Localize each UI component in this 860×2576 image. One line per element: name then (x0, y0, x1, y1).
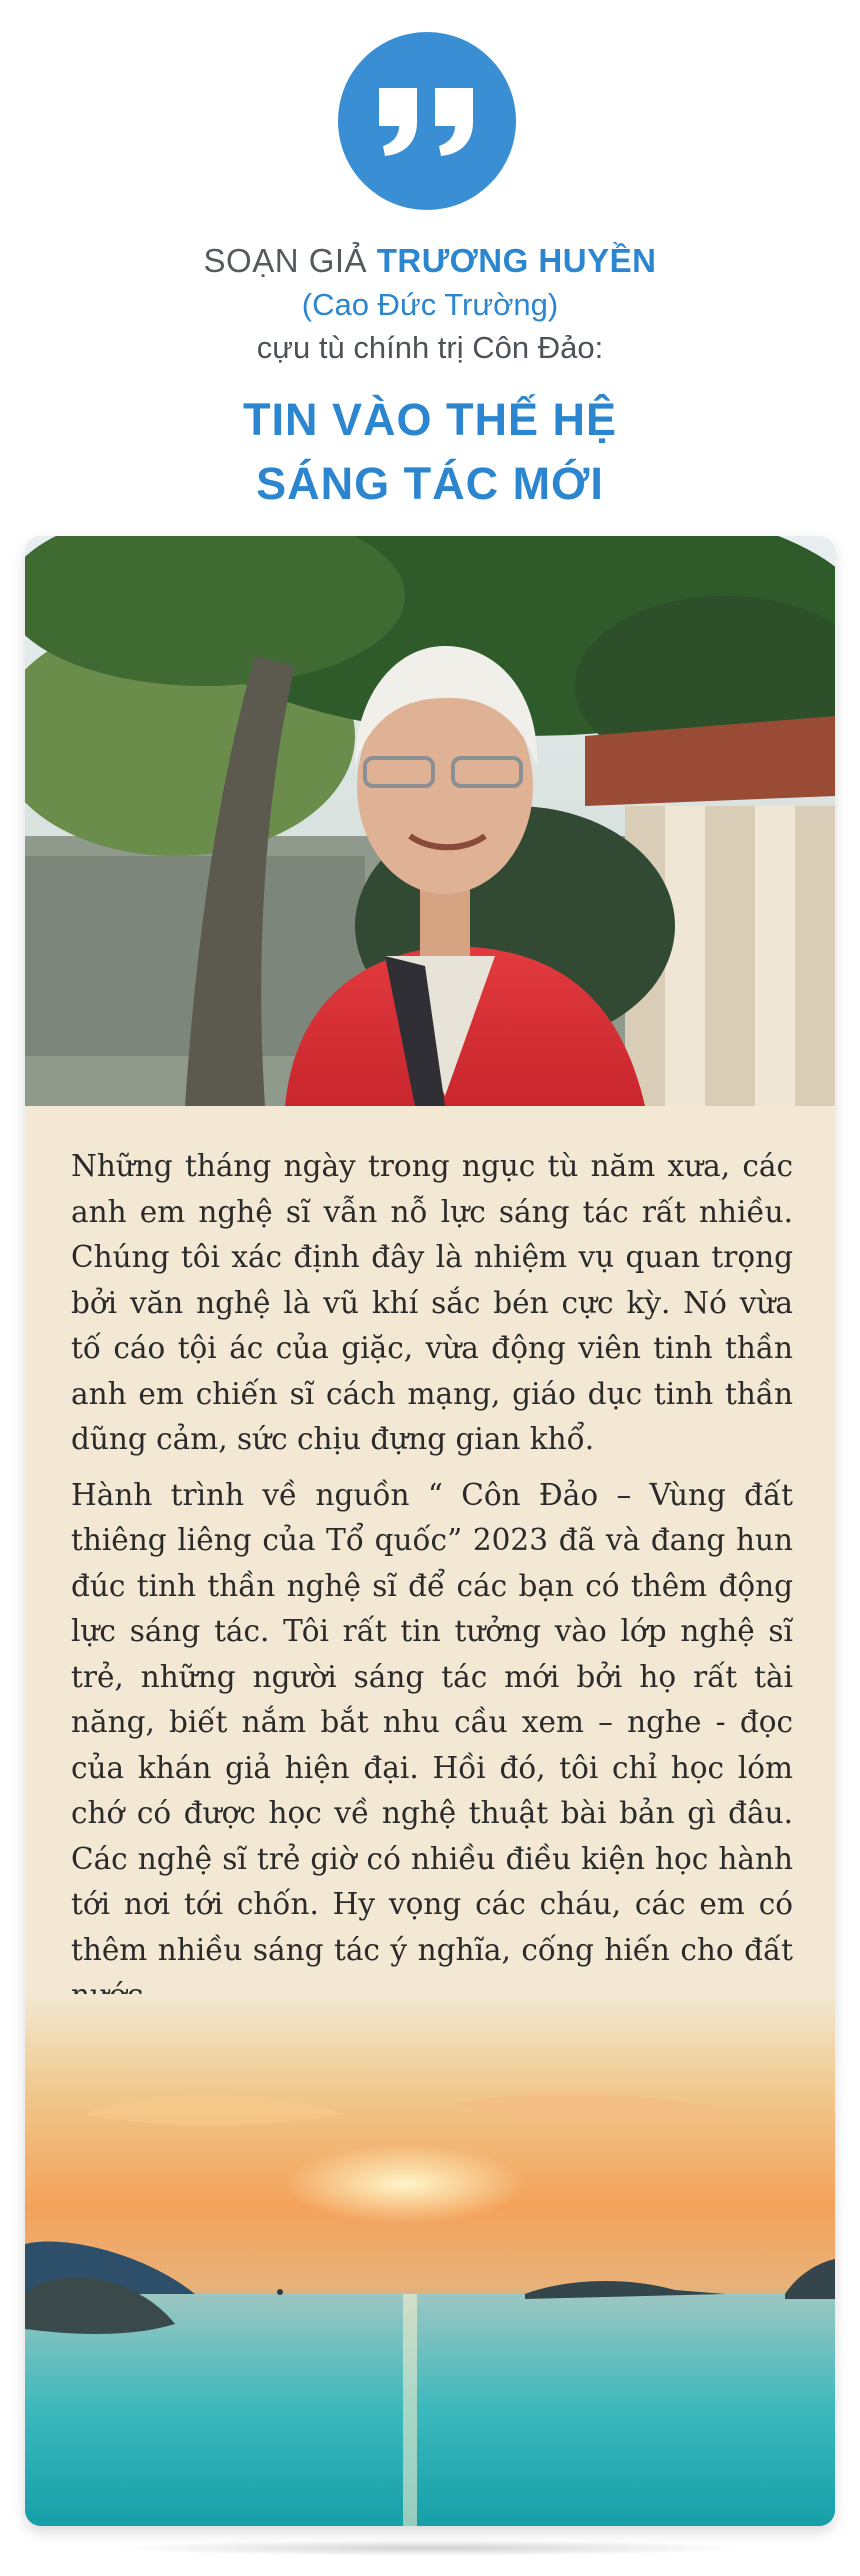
article-body (71, 1144, 793, 2029)
sunset-photo (25, 1994, 835, 2526)
byline-prefix: SOẠN GIẢ (203, 242, 368, 279)
card-shadow (110, 2540, 750, 2556)
closing-quote-icon (375, 84, 479, 158)
article-header (0, 238, 860, 516)
headline (0, 388, 860, 516)
byline (0, 238, 860, 284)
paragraph-2: Hành trình về nguồn “ Côn Đảo – Vùng đất thiêng liêng của Tổ quốc” 2023 đã và đang hun đúc tinh thần nghệ sĩ để các bạn có thêm động lực sáng tác. Tôi rất tin tưởng vào lớp nghệ sĩ trẻ, những người sáng tác mới bởi họ rất tài năng, biết nắm bắt nhu cầu xem – nghe - đọc của khán giả hiện đại. Hồi đó, tôi chỉ học lóm chớ có được học về nghệ thuật bài bản gì đâu. Các nghệ sĩ trẻ giờ có nhiều điều kiện học hành tới nơi tới chốn. Hy vọng các cháu, các em có thêm nhiều sáng tác ý nghĩa, cống hiến cho đất (71, 1477, 793, 1967)
article-card (25, 536, 835, 2526)
headline-line-1: TIN VÀO THẾ HỆ (242, 394, 618, 445)
headline-line-2: SÁNG TÁC MỚI (256, 458, 604, 509)
author-name: TRƯƠNG HUYỀN (376, 242, 657, 279)
quote-badge (338, 32, 516, 210)
portrait-photo (25, 536, 835, 1106)
pen-name: (Cao Đức Trường) (301, 287, 559, 322)
paragraph-1: Những tháng ngày trong ngục tù năm xưa, các anh em nghệ sĩ vẫn nỗ lực sáng tác rất nhiều. Chúng tôi xác định đây là nhiệm vụ quan trọng bởi văn nghệ là vũ khí sắc bén cực kỳ. Nó vừa tố cáo tội ác của giặc, vừa động viên tinh thần anh em chiến sĩ cách mạng, giáo dục tinh thần dũng cảm, sức chịu đựng gian khổ. (71, 1149, 793, 1456)
author-subtitle: cựu tù chính trị Côn Đảo: (256, 330, 604, 365)
